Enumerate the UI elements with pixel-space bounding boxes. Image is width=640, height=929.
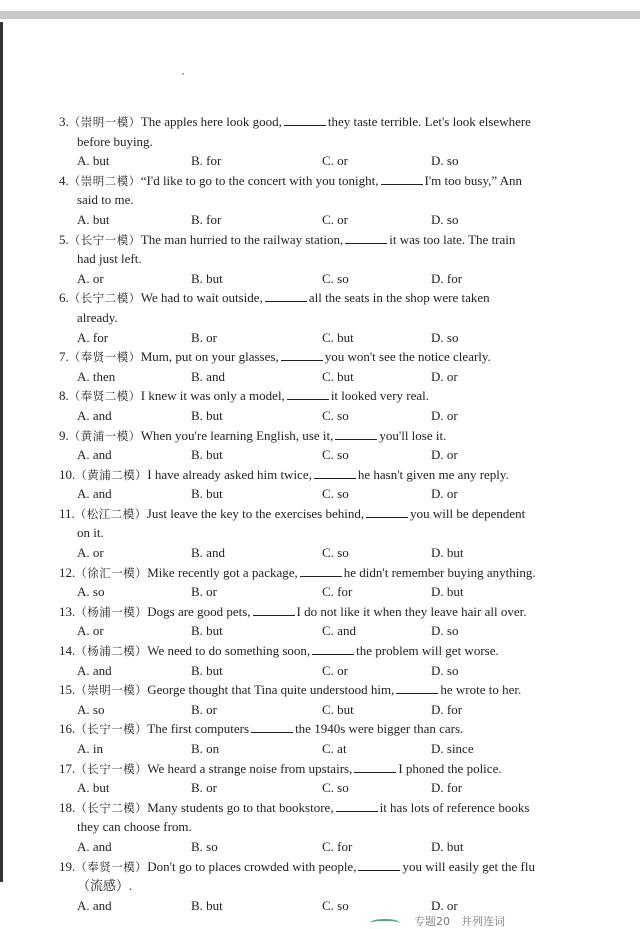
option-a: A. so	[77, 701, 105, 717]
option-b: B. for	[191, 153, 222, 169]
page-footer	[370, 913, 570, 928]
question-text	[59, 230, 515, 251]
question-text	[59, 347, 491, 368]
question-text	[59, 563, 536, 584]
answer-blank	[354, 760, 396, 773]
option-b: B. or	[191, 780, 217, 796]
question-continuation: （流感）.	[77, 878, 133, 894]
option-c: C. or	[322, 153, 348, 169]
question-source: （长宁一模）	[75, 722, 148, 737]
question-item	[0, 465, 640, 504]
answer-blank	[345, 231, 387, 244]
option-a: A. but	[77, 211, 110, 227]
question-stem-after: I phoned the police.	[398, 760, 502, 776]
top-band	[0, 0, 640, 10]
option-a: A. but	[77, 780, 110, 796]
question-number: 6.	[59, 290, 69, 306]
option-b: B. and	[191, 545, 225, 561]
question-stem-after: he hasn't given me any reply.	[357, 466, 509, 482]
option-d: D. since	[431, 741, 474, 756]
options-line	[0, 621, 640, 641]
question-stem-after: I'm too busy,” Ann	[424, 172, 523, 188]
question-number: 12.	[59, 564, 76, 580]
question-stem-after: the problem will get worse.	[356, 643, 499, 659]
option-a: A. and	[77, 662, 112, 678]
question-continuation-line	[0, 308, 640, 328]
question-text	[59, 171, 522, 192]
question-source: （奉贤一模）	[75, 859, 148, 874]
question-continuation-line	[0, 249, 640, 269]
question-stem-before: Don't go to places crowded with people,	[147, 858, 357, 874]
question-item	[0, 798, 640, 857]
question-line	[0, 230, 640, 250]
answer-blank	[287, 387, 329, 400]
question-line	[0, 759, 640, 779]
question-number: 19.	[59, 858, 76, 874]
question-source: （长宁一模）	[75, 761, 148, 776]
question-continuation: before buying.	[77, 133, 153, 149]
question-stem-before: We need to do something soon,	[147, 643, 311, 659]
question-line	[0, 171, 640, 191]
option-d: D. for	[431, 780, 463, 796]
question-source: （黄浦二模）	[75, 467, 148, 482]
option-b: B. or	[191, 329, 217, 345]
question-stem-after: you will be dependent	[410, 505, 526, 521]
option-d: D. for	[431, 701, 463, 717]
question-continuation-line	[0, 523, 640, 543]
question-stem-after: they taste terrible. Let's look elsewhere	[327, 114, 531, 129]
question-item	[0, 602, 640, 641]
option-a: A. or	[77, 545, 104, 561]
question-number: 4.	[59, 172, 69, 188]
question-continuation: had just left.	[77, 251, 142, 267]
answer-blank	[358, 858, 400, 871]
question-stem-after: the 1940s were bigger than cars.	[295, 721, 464, 737]
question-line	[0, 347, 640, 367]
question-text	[59, 602, 526, 623]
options-line	[0, 406, 640, 426]
option-c: C. or	[322, 662, 348, 678]
option-a: A. and	[77, 838, 112, 854]
options-line	[0, 269, 640, 289]
question-item	[0, 563, 640, 602]
question-line	[0, 798, 640, 818]
answer-blank	[366, 505, 408, 518]
option-c: C. so	[322, 447, 349, 463]
question-item	[0, 680, 640, 719]
option-a: A. or	[77, 270, 104, 286]
option-b: B. but	[191, 270, 223, 286]
question-text	[59, 465, 509, 486]
option-b: B. or	[191, 584, 217, 600]
answer-blank	[314, 466, 356, 479]
option-b: B. but	[191, 486, 223, 502]
option-b: B. or	[191, 701, 217, 717]
answer-blank	[300, 564, 342, 577]
option-a: A. then	[77, 368, 116, 384]
answer-blank	[381, 172, 423, 185]
question-continuation-line	[0, 132, 640, 152]
question-source: （奉贤一模）	[68, 350, 141, 365]
question-line	[0, 719, 640, 739]
question-number: 3.	[59, 114, 69, 129]
option-a: A. and	[77, 897, 112, 913]
option-d: D. so	[431, 623, 459, 639]
option-c: C. so	[322, 545, 349, 561]
question-stem-before: The man hurried to the railway station,	[140, 231, 344, 247]
question-text	[59, 719, 463, 740]
option-c: C. so	[322, 270, 349, 286]
option-d: D. but	[431, 545, 464, 561]
option-a: A. but	[77, 153, 110, 169]
option-c: C. so	[322, 780, 349, 796]
question-line	[0, 465, 640, 485]
answer-blank	[312, 642, 354, 655]
question-stem-before: The first computers	[147, 721, 250, 737]
options-line	[0, 700, 640, 720]
option-c: C. so	[322, 407, 349, 423]
option-b: B. and	[191, 368, 225, 384]
question-source: （徐汇一模）	[75, 565, 148, 580]
question-source: （长宁二模）	[68, 291, 141, 306]
question-stem-before: Many students go to that bookstore,	[147, 799, 334, 815]
question-line	[0, 426, 640, 446]
option-b: B. but	[191, 897, 223, 913]
question-stem-before: Dogs are good pets,	[147, 603, 251, 619]
question-text	[59, 641, 499, 662]
option-d: D. but	[431, 584, 464, 600]
option-b: B. but	[191, 407, 223, 423]
option-b: B. for	[191, 211, 222, 227]
question-stem-before: George thought that Tina quite understood him,	[147, 682, 395, 698]
question-number: 13.	[59, 603, 76, 619]
question-source: （崇明二模）	[68, 173, 141, 188]
question-text	[59, 680, 521, 701]
answer-blank	[335, 427, 377, 440]
question-number: 17.	[59, 760, 76, 776]
option-b: B. but	[191, 623, 223, 639]
question-text	[59, 798, 529, 819]
question-source: （杨浦二模）	[75, 644, 148, 659]
question-number: 5.	[59, 231, 69, 247]
question-item	[0, 857, 640, 916]
question-item	[0, 504, 640, 563]
options-line	[0, 837, 640, 857]
question-list	[0, 112, 640, 915]
question-source: （奉贤二模）	[68, 389, 141, 404]
answer-blank	[251, 720, 293, 733]
question-item	[0, 347, 640, 386]
answer-blank	[336, 799, 378, 812]
option-a: A. in	[77, 741, 103, 756]
question-source: （松江二模）	[74, 506, 147, 521]
question-stem-before: Mike recently got a package,	[147, 564, 298, 580]
question-stem-after: he wrote to her.	[440, 682, 522, 698]
options-line	[0, 445, 640, 465]
question-stem-before: We heard a strange noise from upstairs,	[147, 760, 353, 776]
question-source: （杨浦一模）	[75, 604, 148, 619]
question-item	[0, 759, 640, 798]
option-a: A. and	[77, 486, 112, 502]
question-continuation-line	[0, 817, 640, 837]
question-text	[59, 857, 535, 878]
options-line	[0, 543, 640, 563]
speck	[182, 73, 184, 75]
question-continuation: on it.	[77, 525, 104, 541]
question-line	[0, 857, 640, 877]
question-item	[0, 288, 640, 347]
option-d: D. but	[431, 838, 464, 854]
option-c: C. at	[322, 741, 347, 756]
option-a: A. and	[77, 447, 112, 463]
question-continuation: said to me.	[77, 192, 134, 208]
option-b: B. but	[191, 447, 223, 463]
question-number: 11.	[59, 505, 75, 521]
option-d: D. so	[431, 153, 459, 169]
question-stem-before: When you're learning English, use it,	[140, 427, 334, 443]
option-c: C. but	[322, 701, 354, 717]
question-number: 9.	[59, 427, 69, 443]
options-line	[0, 582, 640, 602]
option-a: A. or	[77, 623, 104, 639]
question-stem-before: “I'd like to go to the concert with you tonight,	[140, 172, 379, 188]
option-c: C. and	[322, 623, 356, 639]
question-stem-after: it looked very real.	[330, 388, 429, 404]
question-stem-after: I do not like it when they leave hair all over.	[296, 603, 527, 619]
question-item	[0, 171, 640, 230]
question-item	[0, 230, 640, 289]
question-line	[0, 386, 640, 406]
question-line	[0, 602, 640, 622]
question-stem-before: I knew it was only a model,	[140, 388, 285, 404]
option-c: C. or	[322, 211, 348, 227]
question-stem-after: he didn't remember buying anything.	[343, 564, 536, 580]
option-c: C. but	[322, 329, 354, 345]
option-c: C. so	[322, 897, 349, 913]
option-d: D. so	[431, 662, 459, 678]
option-d: D. or	[431, 897, 458, 913]
question-stem-before: I have already asked him twice,	[147, 466, 312, 482]
options-line	[0, 151, 640, 171]
answer-blank	[284, 113, 326, 126]
option-b: B. but	[191, 662, 223, 678]
option-d: D. so	[431, 211, 459, 227]
answer-blank	[396, 681, 438, 694]
option-a: A. and	[77, 407, 112, 423]
question-stem-before: Just leave the key to the exercises behind,	[146, 505, 365, 521]
question-text	[59, 759, 502, 780]
question-continuation-line	[0, 876, 640, 896]
question-source: （长宁二模）	[75, 800, 148, 815]
question-source: （长宁一模）	[68, 232, 141, 247]
option-d: D. so	[431, 329, 459, 345]
question-stem-before: Mum, put on your glasses,	[140, 349, 279, 365]
option-b: B. so	[191, 838, 218, 854]
question-number: 14.	[59, 643, 76, 659]
question-number: 15.	[59, 682, 76, 698]
question-text	[59, 288, 490, 309]
options-line	[0, 778, 640, 798]
question-number: 7.	[59, 349, 69, 365]
options-line	[0, 328, 640, 348]
question-line	[0, 641, 640, 661]
options-line	[0, 661, 640, 681]
question-line	[0, 680, 640, 700]
question-number: 10.	[59, 466, 76, 482]
answer-blank	[265, 289, 307, 302]
question-text	[59, 426, 446, 447]
option-d: D. or	[431, 486, 458, 502]
footer-label: 专题20 并列连词	[414, 915, 505, 928]
option-d: D. for	[431, 270, 463, 286]
options-line	[0, 367, 640, 387]
option-d: D. or	[431, 407, 458, 423]
answer-blank	[281, 348, 323, 361]
option-c: C. but	[322, 368, 354, 384]
question-stem-before: We had to wait outside,	[140, 290, 263, 306]
question-stem-after: you will easily get the flu	[402, 858, 535, 874]
question-line	[0, 112, 640, 132]
options-line	[0, 739, 640, 759]
option-a: A. for	[77, 329, 109, 345]
answer-blank	[253, 603, 295, 616]
option-c: C. for	[322, 838, 353, 854]
question-stem-after: you'll lose it.	[379, 427, 447, 443]
question-text	[59, 112, 531, 133]
option-d: D. or	[431, 447, 458, 463]
question-stem-after: you won't see the notice clearly.	[324, 349, 491, 365]
question-stem-after: all the seats in the shop were taken	[308, 290, 490, 306]
question-source: （黄浦一模）	[68, 428, 141, 443]
question-continuation-line	[0, 190, 640, 210]
footer-arc-icon	[370, 919, 400, 927]
question-source: （崇明一模）	[75, 683, 148, 698]
question-text	[59, 504, 525, 525]
question-number: 16.	[59, 721, 76, 737]
option-c: C. so	[322, 486, 349, 502]
question-item	[0, 386, 640, 425]
question-stem-before: The apples here look good,	[140, 114, 282, 129]
option-d: D. or	[431, 368, 458, 384]
question-item	[0, 426, 640, 465]
question-continuation: they can choose from.	[77, 819, 192, 835]
question-text	[59, 386, 429, 407]
option-b: B. on	[191, 741, 220, 756]
question-continuation: already.	[77, 309, 118, 325]
question-line	[0, 563, 640, 583]
options-line	[0, 484, 640, 504]
question-item	[0, 719, 640, 758]
question-item	[0, 641, 640, 680]
option-a: A. so	[77, 584, 105, 600]
options-line	[0, 210, 640, 230]
question-line	[0, 288, 640, 308]
question-number: 18.	[59, 799, 76, 815]
top-rule	[0, 11, 640, 19]
question-line	[0, 504, 640, 524]
option-c: C. for	[322, 584, 353, 600]
question-stem-after: it has lots of reference books	[379, 799, 530, 815]
question-stem-after: it was too late. The train	[389, 231, 516, 247]
question-item	[0, 112, 640, 171]
question-number: 8.	[59, 388, 69, 404]
question-source: （崇明一模）	[68, 115, 141, 129]
